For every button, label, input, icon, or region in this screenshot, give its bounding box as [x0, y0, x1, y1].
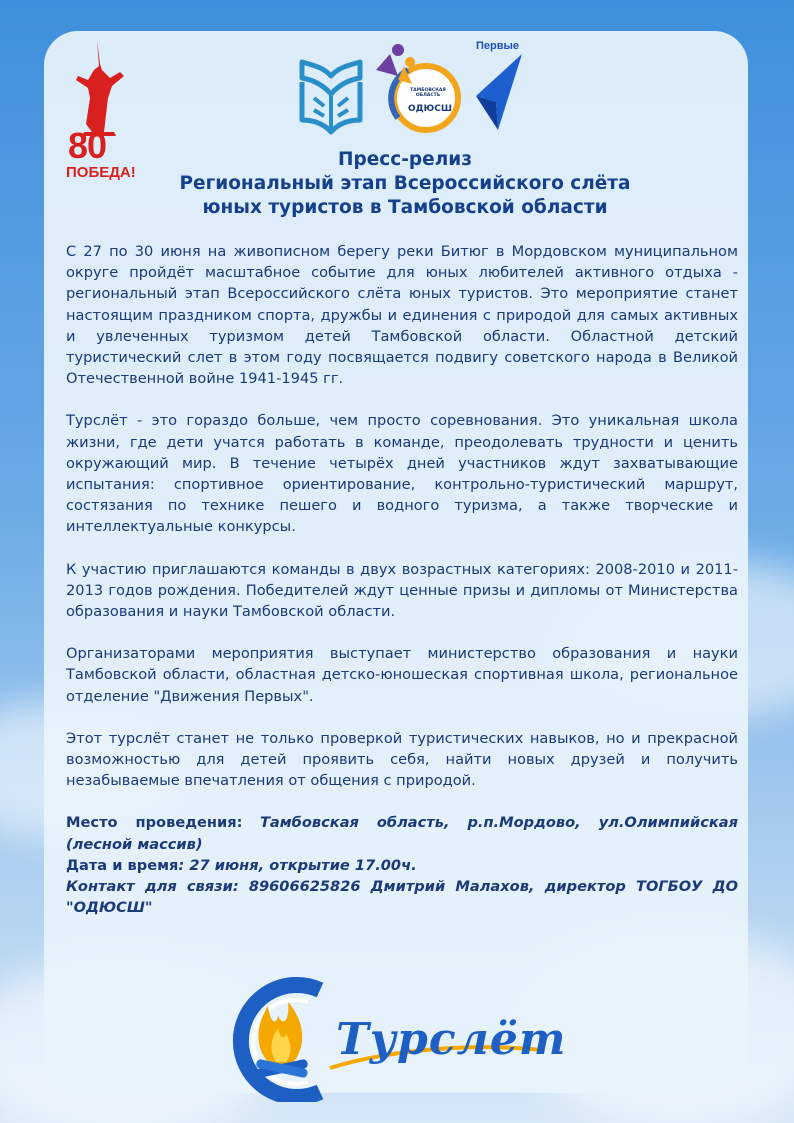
paragraph: Организаторами мероприятия выступает министерство образования и науки Тамбовской области, областная детско-юношеская спортивная школа, региональное отделение "Движения Первых". — [66, 645, 738, 705]
date-line — [66, 855, 738, 876]
date-value: : 27 июня, открытие 17.00ч. — [178, 856, 417, 874]
date-label: Дата и время — [66, 856, 179, 874]
paragraph: Этот турслёт станет не только проверкой туристических навыков, но и прекрасной возможностью для детей проявить себя, найти новых друзей и получить незабываемые впечатления от общения с природой. — [66, 729, 738, 790]
book-emblem-icon — [298, 58, 364, 136]
paragraph: К участию приглашаются команды в двух возрастных категориях: 2008-2010 и 2011-2013 годов рождения. Победителей ждут ценные призы и дипломы от Министерства образования и науки Тамбовской области. — [66, 560, 738, 621]
victory-word: ПОБЕДА! — [66, 164, 136, 181]
arrow-icon — [472, 52, 528, 132]
book-owl-logo — [298, 58, 364, 140]
place-value: Тамбовская область, р.п.Мордово, ул.Олимпийская (лесной массив) — [66, 814, 738, 853]
title-line-2: Региональный этап Всероссийского слёта — [179, 173, 631, 194]
event-info — [66, 812, 738, 918]
title-line-3: юных туристов в Тамбовской области — [202, 197, 608, 218]
odyush-logo — [368, 44, 466, 138]
press-release-title — [120, 148, 690, 220]
title-line-1: Пресс-релиз — [338, 149, 472, 170]
paragraph: С 27 по 30 июня на живописном берегу реки Битюг в Мордовском муниципальном округе пройдёт масштабное событие для юных любителей активного отдыха - региональный этап Всероссийского слёта юных туристов. Это мероприятие станет настоящим праздником спорта, дружбы и единения с природой для самых активных и увлеченных туризмом детей Тамбовской области. Областной детский туристический слет в этом году посвящается подвигу советского народа в Великой Отечественной войне 1941-1945 гг. — [66, 243, 738, 388]
place-label: Место проведения: — [66, 814, 243, 832]
turslet-logo — [212, 972, 567, 1102]
place-line — [66, 812, 738, 854]
press-release-body — [66, 241, 738, 918]
turslet-wordmark: Турслёт — [336, 1014, 567, 1065]
odyush-small-text: ТАМБОВСКАЯ ОБЛАСТЬ — [410, 88, 446, 98]
pervye-logo — [472, 40, 528, 136]
odyush-name: ОДЮСШ — [408, 104, 452, 114]
victory-number: 80 — [68, 125, 107, 166]
contact-value: Контакт для связи: 89606625826 Дмитрий Малахов, директор ТОГБОУ ДО "ОДЮСШ" — [66, 878, 738, 917]
contact-line — [66, 876, 738, 918]
paragraph: Турслёт - это гораздо больше, чем просто соревнования. Это уникальная школа жизни, где дети учатся работать в команде, преодолевать трудности и ценить окружающий мир. В течение четырёх дней участников ждут захватывающие испытания: спортивное ориентирование, контрольно-туристический маршрут, состязания по технике пешего и водного туризма, а также творческие и интеллектуальные конкурсы. — [66, 412, 738, 536]
pervye-label: Первые — [476, 40, 520, 52]
